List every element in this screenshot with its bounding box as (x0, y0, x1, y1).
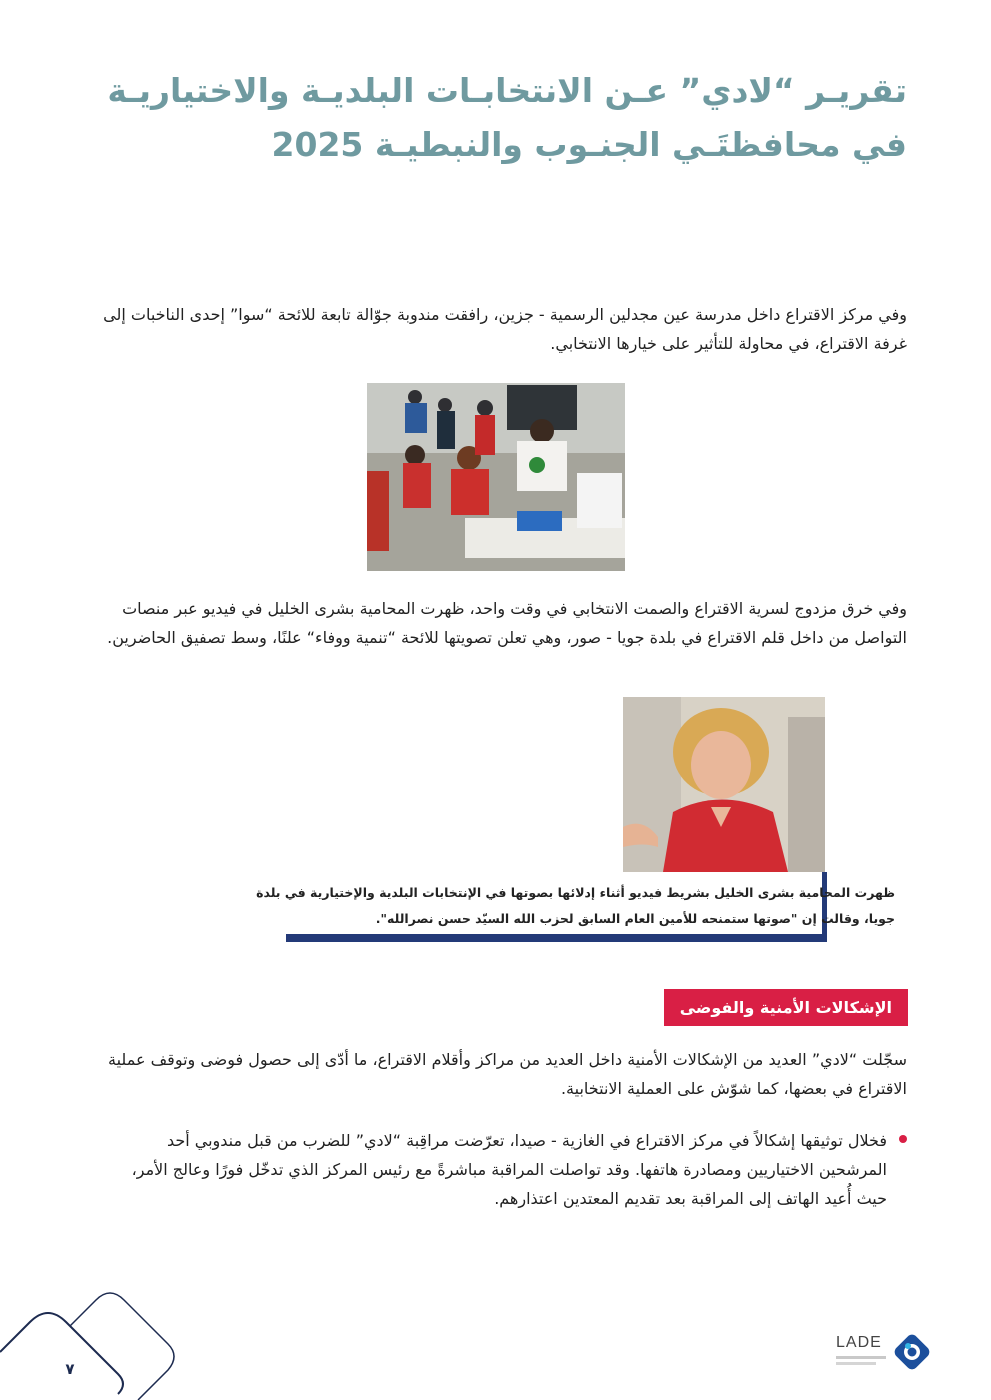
polling-station-photo (367, 383, 625, 571)
photo-caption: ظهرت المحامية بشرى الخليل بشريط فيديو أثناء إدلائها بصوتها في الإنتخابات البلدية والإختيارية في بلدة جويا، وقالت إن "صوتها ستمنحه للأمين العام السابق لحزب الله السيّد حسن نصرالله". (256, 885, 895, 926)
page-number: ٧ (65, 1360, 75, 1378)
list-item-text: فخلال توثيقها إشكالاً في مركز الاقتراع في الغازية - صيدا، تعرّضت مراقِبة “لادي” للضرب من قبل مندوبي أحد المرشحين الاختياريين ومصادرة هاتفها. وقد تواصلت المراقبة مباشرةً مع رئيس المركز الذي تدخّل فورًا وعالج الأمر، حيث أُعيد الهاتف إلى المراقبة بعد تقديم المعتدين اعتذارهم. (131, 1131, 887, 1208)
body-paragraph-1: وفي مركز الاقتراع داخل مدرسة عين مجدلين الرسمية - جزين، رافقت مندوبة جوّالة تابعة للائحة “سوا” إحدى الناخبات إلى غرفة الاقتراع، في محاولة للتأثير على خيارها الانتخابي. (103, 305, 907, 353)
bullet-list (97, 1126, 907, 1213)
corner-decoration (0, 1290, 190, 1400)
logo-subtitle-line (836, 1362, 876, 1365)
section-heading: الإشكالات الأمنية والفوضى (664, 989, 908, 1026)
body-paragraph-2: وفي خرق مزدوج لسرية الاقتراع والصمت الانتخابي في وقت واحد، ظهرت المحامية بشرى الخليل في فيديو عبر منصات التواصل من داخل قلم الاقتراع في بلدة جويا - صور، وهي تعلن تصويتها للائحة “تنمية ووفاء“ علنًا، وسط تصفيق الحاضرين. (107, 599, 907, 647)
lade-logo-icon (890, 1330, 934, 1374)
bullet-icon (899, 1135, 907, 1143)
body-paragraph-3: سجّلت “لادي” العديد من الإشكالات الأمنية داخل العديد من مراكز وأقلام الاقتراع، ما أدّى إلى حصول فوضى وتوقف عملية الاقتراع في بعضها، كما شوّش على العملية الانتخابية. (108, 1050, 907, 1098)
lade-logo (836, 1330, 936, 1380)
list-item (97, 1126, 907, 1213)
logo-subtitle-line (836, 1356, 886, 1359)
page-title: تقريـر “لادي” عـن الانتخابـات البلديـة والاختياريـة في محافظتَـي الجنـوب والنبطيـة 2025 (107, 71, 907, 164)
lawyer-video-still-photo (623, 697, 825, 872)
logo-text: LADE (836, 1334, 882, 1351)
